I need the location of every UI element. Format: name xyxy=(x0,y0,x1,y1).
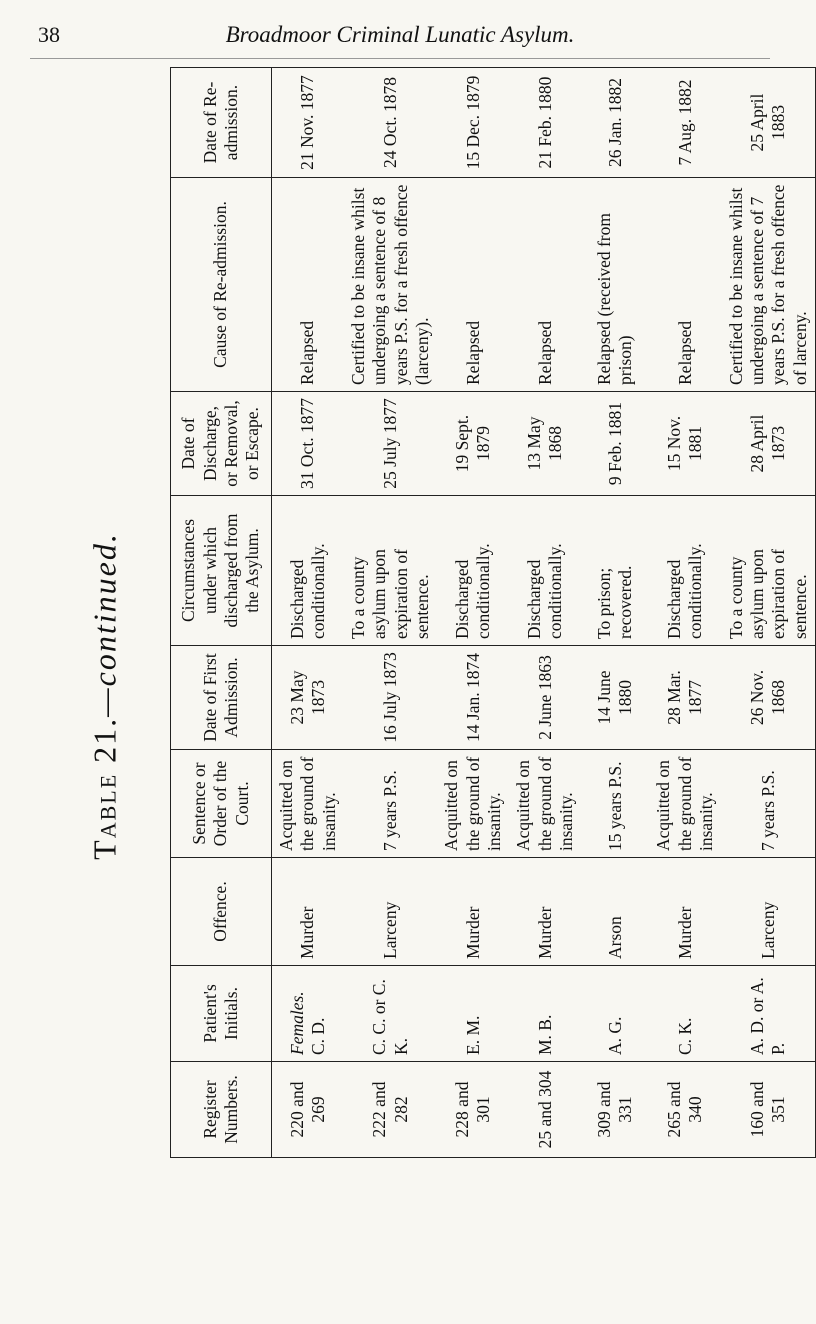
cell-cause: Relapsed (received from prison) xyxy=(581,178,649,392)
cell-offence: Larceny xyxy=(344,858,437,966)
cell-readmission-date: 24 Oct. 1878 xyxy=(344,68,437,178)
cell-cause: Certified to be insane whilst undergoing a sentence of 8 years P.S. for a fresh offence (larceny). xyxy=(344,178,437,392)
patient-initials: C. D. xyxy=(308,1017,329,1055)
cell-discharge-date: 31 Oct. 1877 xyxy=(272,392,345,496)
table-row xyxy=(649,68,721,1158)
readmission-table xyxy=(170,67,816,1158)
cell-sentence: Acquitted on the ground of insanity. xyxy=(649,750,721,858)
cell-sentence: Acquitted on the ground of insanity. xyxy=(437,750,509,858)
col-cause-readmission: Cause of Re-admission. xyxy=(171,178,272,392)
cell-initials: M. B. xyxy=(509,966,581,1062)
cell-offence: Murder xyxy=(509,858,581,966)
cell-discharge-date: 13 May 1868 xyxy=(509,392,581,496)
cell-offence: Murder xyxy=(649,858,721,966)
cell-initials: A. D. or A. P. xyxy=(722,966,816,1062)
cell-circumstances: Discharged conditionally. xyxy=(509,496,581,646)
cell-register: 25 and 304 xyxy=(509,1062,581,1158)
cell-offence: Larceny xyxy=(722,858,816,966)
cell-sentence: 15 years P.S. xyxy=(581,750,649,858)
cell-offence: Murder xyxy=(437,858,509,966)
cell-initials: A. G. xyxy=(581,966,649,1062)
cell-first-admission: 16 July 1873 xyxy=(344,646,437,750)
page-number: 38 xyxy=(38,22,60,47)
col-sentence: Sentence or Order of the Court. xyxy=(171,750,272,858)
cell-offence: Arson xyxy=(581,858,649,966)
cell-initials: C. K. xyxy=(649,966,721,1062)
cell-register: 309 and 331 xyxy=(581,1062,649,1158)
table-row xyxy=(344,68,437,1158)
table-row xyxy=(272,68,345,1158)
cell-cause: Relapsed xyxy=(509,178,581,392)
table-row xyxy=(581,68,649,1158)
cell-circumstances: To a county asylum upon expiration of sentence. xyxy=(344,496,437,646)
table-row xyxy=(509,68,581,1158)
cell-initials: C. C. or C. K. xyxy=(344,966,437,1062)
table-caption xyxy=(87,532,124,860)
col-register-numbers: Register Numbers. xyxy=(171,1062,272,1158)
table-caption-main: Table 21. xyxy=(86,716,123,860)
cell-cause: Relapsed xyxy=(649,178,721,392)
col-offence: Offence. xyxy=(171,858,272,966)
cell-initials: E. M. xyxy=(437,966,509,1062)
col-date-discharge: Date of Discharge, or Removal, or Escape. xyxy=(171,392,272,496)
cell-discharge-date: 9 Feb. 1881 xyxy=(581,392,649,496)
cell-circumstances: Discharged conditionally. xyxy=(649,496,721,646)
cell-register: 265 and 340 xyxy=(649,1062,721,1158)
cell-discharge-date: 28 April 1873 xyxy=(722,392,816,496)
col-circumstances: Circumstances under which discharged from the Asylum. xyxy=(171,496,272,646)
cell-cause: Relapsed xyxy=(437,178,509,392)
col-patient-initials: Patient's Initials. xyxy=(171,966,272,1062)
cell-sentence: Acquitted on the ground of insanity. xyxy=(272,750,345,858)
females-subheading: Females. xyxy=(286,991,307,1055)
table-caption-continued: —continued. xyxy=(86,532,123,717)
cell-readmission-date: 26 Jan. 1882 xyxy=(581,68,649,178)
table-container xyxy=(170,68,810,1158)
cell-discharge-date: 19 Sept. 1879 xyxy=(437,392,509,496)
cell-readmission-date: 15 Dec. 1879 xyxy=(437,68,509,178)
col-first-admission: Date of First Admission. xyxy=(171,646,272,750)
cell-offence: Murder xyxy=(272,858,345,966)
cell-register: 220 and 269 xyxy=(272,1062,345,1158)
cell-sentence: 7 years P.S. xyxy=(722,750,816,858)
table-row xyxy=(437,68,509,1158)
cell-readmission-date: 21 Nov. 1877 xyxy=(272,68,345,178)
rotated-table xyxy=(170,68,810,1158)
cell-cause: Relapsed xyxy=(272,178,345,392)
cell-cause: Certified to be insane whilst undergoing a sentence of 7 years P.S. for a fresh offence of larceny. xyxy=(722,178,816,392)
cell-first-admission: 14 June 1880 xyxy=(581,646,649,750)
cell-initials xyxy=(272,966,345,1062)
cell-first-admission: 23 May 1873 xyxy=(272,646,345,750)
cell-discharge-date: 25 July 1877 xyxy=(344,392,437,496)
cell-discharge-date: 15 Nov. 1881 xyxy=(649,392,721,496)
cell-sentence: Acquitted on the ground of insanity. xyxy=(509,750,581,858)
cell-first-admission: 2 June 1863 xyxy=(509,646,581,750)
col-date-readmission: Date of Re-admission. xyxy=(171,68,272,178)
cell-register: 228 and 301 xyxy=(437,1062,509,1158)
cell-sentence: 7 years P.S. xyxy=(344,750,437,858)
running-title: Broadmoor Criminal Lunatic Asylum. xyxy=(225,22,575,47)
header-rule xyxy=(30,58,770,59)
cell-circumstances: Discharged conditionally. xyxy=(272,496,345,646)
cell-circumstances: Discharged conditionally. xyxy=(437,496,509,646)
table-row xyxy=(722,68,816,1158)
cell-readmission-date: 21 Feb. 1880 xyxy=(509,68,581,178)
header-row xyxy=(171,68,272,1158)
cell-circumstances: To prison; recovered. xyxy=(581,496,649,646)
table-body xyxy=(272,68,816,1158)
cell-circumstances: To a county asylum upon expiration of sentence. xyxy=(722,496,816,646)
cell-first-admission: 26 Nov. 1868 xyxy=(722,646,816,750)
cell-readmission-date: 7 Aug. 1882 xyxy=(649,68,721,178)
cell-readmission-date: 25 April 1883 xyxy=(722,68,816,178)
cell-first-admission: 14 Jan. 1874 xyxy=(437,646,509,750)
cell-first-admission: 28 Mar. 1877 xyxy=(649,646,721,750)
cell-register: 222 and 282 xyxy=(344,1062,437,1158)
cell-register: 160 and 351 xyxy=(722,1062,816,1158)
